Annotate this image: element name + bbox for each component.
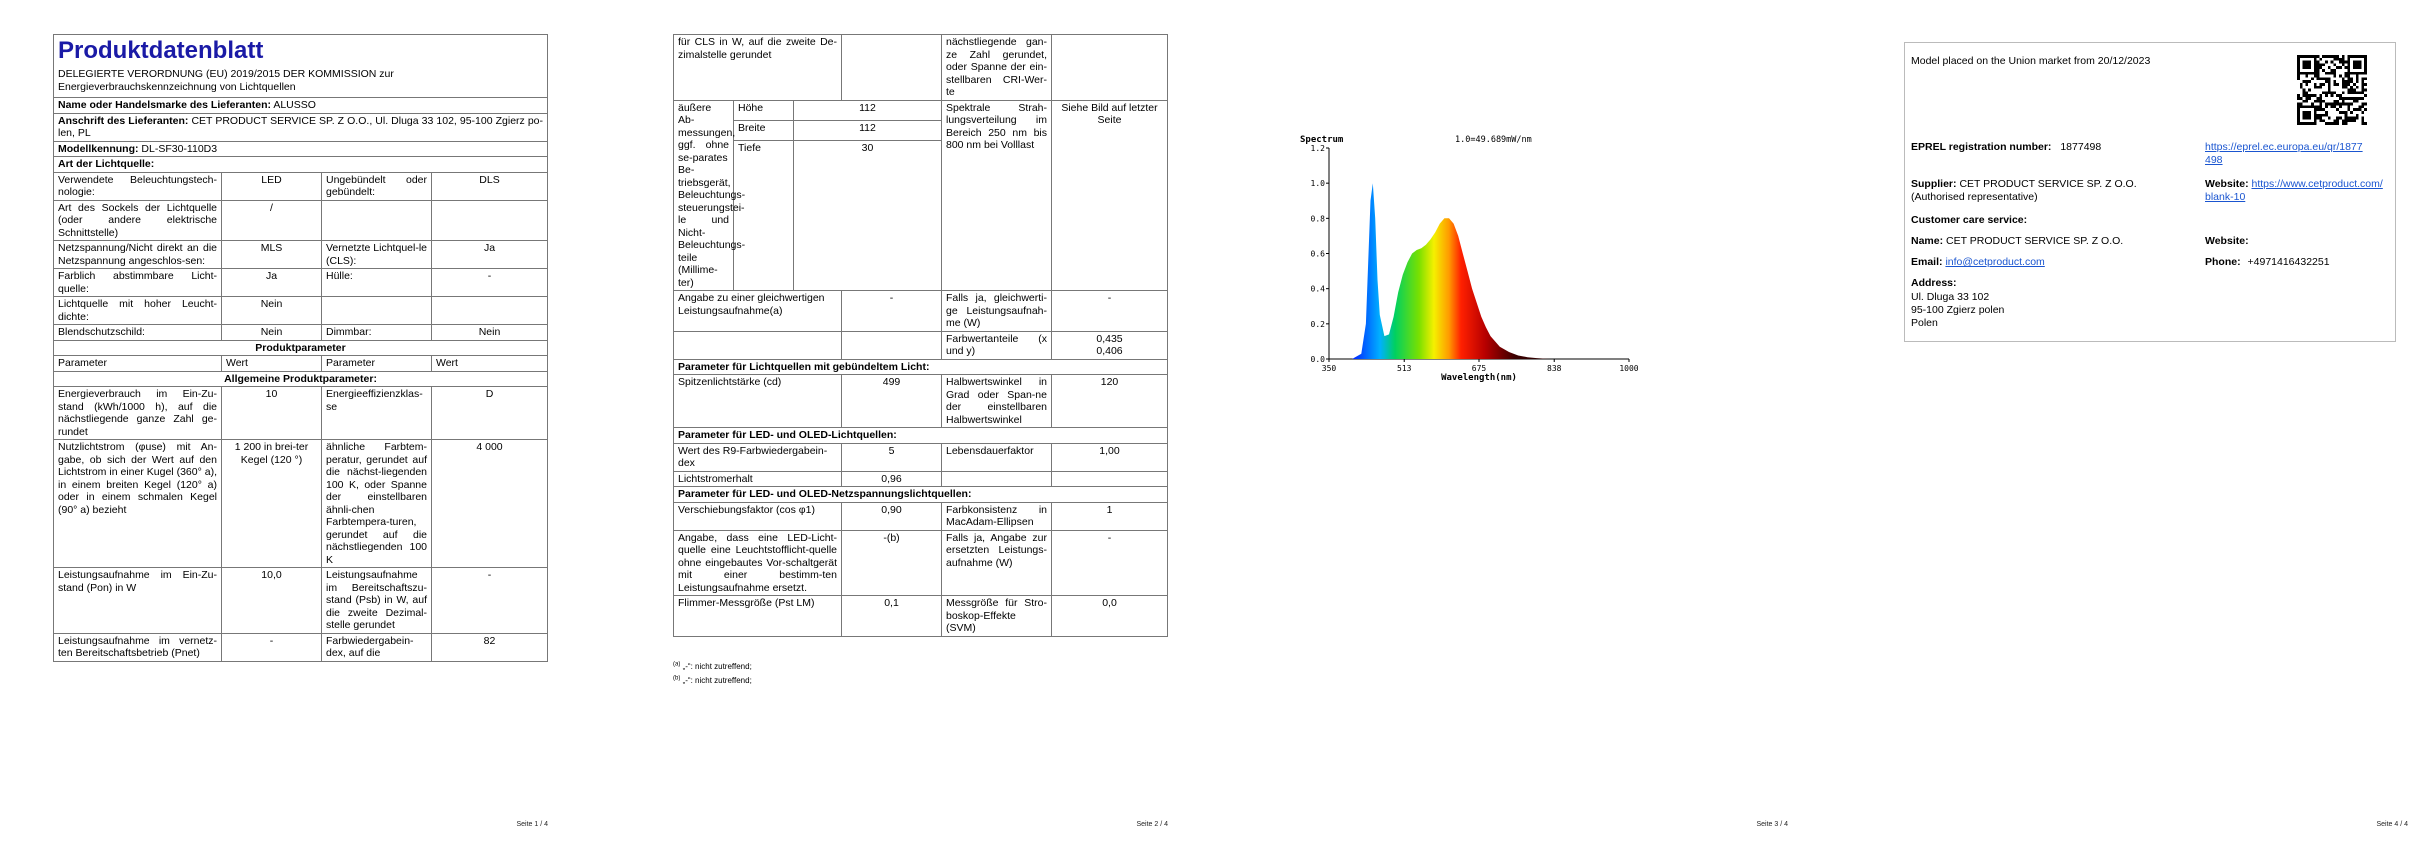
row-value: Nein (222, 297, 322, 325)
row-label: Leistungsaufnahme im Ein-Zu-stand (Pon) in W (54, 568, 222, 634)
directional-heading: Parameter für Lichtquellen mit gebündeltem Licht: (674, 359, 1168, 375)
row-value: - (1052, 530, 1168, 596)
x-tick-label: 1000 (1619, 364, 1639, 373)
page-number: Seite 3 / 4 (1756, 821, 1788, 828)
table-row (54, 269, 548, 297)
row-label: Vernetzte Lichtquel-le (CLS): (322, 241, 432, 269)
y-tick-label: 0.2 (1310, 319, 1325, 329)
row-value: 10 (222, 387, 322, 440)
row-label: Angabe, dass eine LED-Licht-quelle eine Leuchtstofflicht-quelle ohne eingebautes Vor-schaltgerät mit einer bestimm-ten Leistungsaufnahme ersetzt. (674, 530, 842, 596)
col-header-parameter: Parameter (54, 356, 222, 372)
equivalent-power-label: Angabe zu einer gleichwertigen Leistungsaufnahme(a) (674, 291, 842, 332)
row-value: DLS (432, 172, 548, 200)
footnotes (673, 660, 752, 688)
table-row (54, 297, 548, 325)
phone-value: +4971416432251 (2247, 256, 2330, 268)
row-label: Wert des R9-Farbwiedergabein-dex (674, 443, 842, 471)
row-label: Netzspannung/Nicht direkt an die Netzspannung angeschlos-sen: (54, 241, 222, 269)
chart-scale-annotation: 1.0=49.689mW/nm (1455, 135, 1532, 145)
row-label: Farblich abstimmbare Licht-quelle: (54, 269, 222, 297)
y-tick-label: 0.0 (1310, 355, 1325, 364)
table-row (674, 331, 1168, 359)
row-value: 499 (842, 375, 942, 428)
row-label: Lichtstromerhalt (674, 471, 842, 487)
row-label: Energieeffizienzklas-se (322, 387, 432, 440)
row-value: Siehe Bild auf letzter Seite (1052, 100, 1168, 291)
row-value: 0,0 (1052, 596, 1168, 637)
email-label: Email: (1911, 256, 1943, 268)
row-label: Leistungsaufnahme im Bereitschaftszu-stand (Psb) in W, auf die zweite Dezimal-stelle gerundet (322, 568, 432, 634)
dimensions-label: äußere Ab-messungen, ggf. ohne se-parates Be-triebsgerät, Beleuchtungs-steuerungstei-le und Nicht-Beleuchtungs-teile (Millime-ter) (674, 100, 734, 291)
address-line: 95-100 Zgierz polen (1911, 304, 2005, 316)
row-label: Hülle: (322, 269, 432, 297)
table-row (674, 596, 1168, 637)
care-name-value: CET PRODUCT SERVICE SP. Z O.O. (1946, 235, 2124, 247)
model-label: Modellkennung: (58, 142, 139, 155)
row-value: - (432, 568, 548, 634)
row-value: Nein (222, 325, 322, 341)
x-axis-label: Wavelength(nm) (1441, 373, 1517, 383)
row-label: Art des Sockels der Lichtquelle (oder andere elektrische Schnittstelle) (54, 200, 222, 241)
supplier-name-label: Name oder Handelsmarke des Lieferanten: (58, 99, 271, 111)
row-label: Verschiebungsfaktor (cos φ1) (674, 502, 842, 530)
care-website-label: Website: (2205, 235, 2249, 247)
row-label: Leistungsaufnahme im vernetz-ten Bereitschaftsbetrieb (Pnet) (54, 633, 222, 661)
row-value: 120 (1052, 375, 1168, 428)
document-title: Produktdatenblatt (58, 37, 264, 64)
dimension-depth-label: Tiefe (734, 141, 794, 291)
customer-care-heading: Customer care service: (1911, 214, 2028, 226)
table-row (674, 530, 1168, 596)
row-label: Dimmbar: (322, 325, 432, 341)
page-1 (0, 0, 600, 842)
table-row (674, 443, 1168, 471)
col-header-value: Wert (222, 356, 322, 372)
regulation-text: DELEGIERTE VERORDNUNG (EU) 2019/2015 DER KOMMISSION zur Energieverbrauchskennzeichnung von Lichtquellen (58, 68, 394, 93)
spectrum-chart (1290, 130, 1650, 390)
table-row (674, 502, 1168, 530)
general-parameters-heading: Allgemeine Produktparameter: (54, 371, 548, 387)
page-number: Seite 4 / 4 (2376, 821, 2408, 828)
row-value: -(b) (842, 530, 942, 596)
table-row (674, 35, 1168, 101)
y-tick-label: 0.8 (1310, 214, 1325, 224)
row-label: für CLS in W, auf die zweite De-zimalstelle gerundet (674, 35, 842, 101)
row-label: Lichtquelle mit hoher Leucht-dichte: (54, 297, 222, 325)
row-value: - (222, 633, 322, 661)
supplier-address: CET PRODUCT SERVICE SP. Z O.O., Ul. Dluga 33 102, 95-100 Zgierz po-len, PL (58, 114, 544, 139)
page-3 (1240, 0, 1840, 842)
row-label: Farbwiedergabein-dex, auf die (322, 633, 432, 661)
website-link[interactable]: https://www.cetproduct.com/blank-10 (2205, 178, 2383, 203)
led-heading: Parameter für LED- und OLED-Lichtquellen: (674, 428, 1168, 444)
row-value: Nein (432, 325, 548, 341)
product-data-table-part-2 (673, 34, 1168, 637)
row-label: Spektrale Strah-lungsverteilung im Bereich 250 nm bis 800 nm bei Volllast (942, 100, 1052, 291)
x-tick-label: 513 (1397, 364, 1412, 373)
dimension-height-value: 112 (794, 100, 942, 120)
row-value: LED (222, 172, 322, 200)
dimension-depth-value: 30 (794, 141, 942, 291)
row-label: Verwendete Beleuchtungstech-nologie: (54, 172, 222, 200)
col-header-value: Wert (432, 356, 548, 372)
row-label: Energieverbrauch im Ein-Zu-stand (kWh/1000 h), auf die nächstliegende ganze Zahl ge-rundet (54, 387, 222, 440)
light-source-type-heading: Art der Lichtquelle: (54, 157, 548, 173)
row-value: D (432, 387, 548, 440)
product-parameters-heading: Produktparameter (54, 340, 548, 356)
table-row (54, 200, 548, 241)
row-value: 1,00 (1052, 443, 1168, 471)
row-label: Spitzenlichtstärke (cd) (674, 375, 842, 428)
dimension-width-value: 112 (794, 120, 942, 140)
footnote-b: $^{(b)}$ „-“: nicht zutreffend; (673, 675, 752, 685)
row-label: Nutzlichtstrom (φuse) mit An-gabe, ob sich der Wert auf den Lichtstrom in einer Kugel (360° a), in einem breiten Kegel (120° a) oder in einem schmalen Kegel (90° a) bezieht (54, 440, 222, 568)
row-value: 0,90 (842, 502, 942, 530)
spectrum-area (1329, 183, 1629, 359)
eprel-info-box (1904, 42, 2396, 342)
row-value: 1 (1052, 502, 1168, 530)
table-row (54, 633, 548, 661)
mains-heading: Parameter für LED- und OLED-Netzspannungslichtquellen: (674, 487, 1168, 503)
table-row (54, 241, 548, 269)
row-value: MLS (222, 241, 322, 269)
row-value: 4 000 (432, 440, 548, 568)
model-identifier: DL-SF30-110D3 (141, 142, 218, 155)
row-label: Farbkonsistenz in MacAdam-Ellipsen (942, 502, 1052, 530)
supplier-address-label: Anschrift des Lieferanten: (58, 114, 189, 127)
row-value: - (1052, 291, 1168, 332)
table-row (54, 325, 548, 341)
y-tick-label: 1.0 (1310, 179, 1325, 189)
row-value: 5 (842, 443, 942, 471)
row-label: Farbwertanteile (x und y) (942, 331, 1052, 359)
footnote-a: $^{(a)}$ „-“: nicht zutreffend; (673, 661, 752, 671)
table-row (54, 440, 548, 568)
row-value: Ja (222, 269, 322, 297)
row-label: Blendschutzschild: (54, 325, 222, 341)
dimension-height-label: Höhe (734, 100, 794, 120)
row-label: Lebensdauerfaktor (942, 443, 1052, 471)
row-label: nächstliegende gan-ze Zahl gerundet, oder Spanne der ein-stellbaren CRI-Wer-te (942, 35, 1052, 101)
x-tick-label: 838 (1547, 364, 1562, 373)
dimension-width-label: Breite (734, 120, 794, 140)
eprel-number: 1877498 (2060, 141, 2102, 153)
x-tick-label: 675 (1471, 364, 1487, 373)
col-header-parameter: Parameter (322, 356, 432, 372)
row-value: Ja (432, 241, 548, 269)
email-link[interactable]: info@cetproduct.com (1945, 256, 2045, 268)
table-row (54, 568, 548, 634)
row-label: Ungebündelt oder gebündelt: (322, 172, 432, 200)
y-tick-label: 0.6 (1310, 249, 1325, 259)
row-value: 10,0 (222, 568, 322, 634)
market-placement-text: Model placed on the Union market from 20/12/2023 (1911, 55, 2151, 67)
row-value: - (842, 291, 942, 332)
product-data-table-part-1 (53, 34, 548, 662)
page-4 (1860, 0, 2423, 842)
row-value: 0,1 (842, 596, 942, 637)
supplier-name: ALUSSO (273, 99, 316, 111)
table-row (674, 291, 1168, 332)
row-value: 1 200 in brei-ter Kegel (120 °) (222, 440, 322, 568)
page-number: Seite 1 / 4 (516, 821, 548, 828)
address-block (1911, 291, 2004, 330)
row-label: Falls ja, Angabe zur ersetzten Leistungs-aufnahme (W) (942, 530, 1052, 596)
row-label: ähnliche Farbtem-peratur, gerundet auf die nächst-liegenden 100 K, oder Spanne der einstellbaren ähnli-chen Farbtempera-turen, gerundet auf die nächstliegenden 100 K (322, 440, 432, 568)
supplier-label: Supplier: (1911, 178, 1957, 190)
table-row (674, 100, 1168, 120)
table-header-row (54, 356, 548, 372)
care-name-label: Name: (1911, 235, 1944, 247)
table-row (674, 375, 1168, 428)
supplier-value: CET PRODUCT SERVICE SP. Z O.O. (Authorised representative) (1911, 178, 2137, 203)
table-row (54, 172, 548, 200)
row-label: Halbwertswinkel in Grad oder Span-ne der einstellbaren Halbwertswinkel (942, 375, 1052, 428)
row-label: Flimmer-Messgröße (Pst LM) (674, 596, 842, 637)
website-label: Website: (2205, 178, 2249, 190)
row-value: 0,96 (842, 471, 942, 487)
row-label: Messgröße für Stro-boskop-Effekte (SVM) (942, 596, 1052, 637)
table-row (54, 387, 548, 440)
address-line: Polen (1911, 317, 1938, 329)
table-row (674, 471, 1168, 487)
eprel-link[interactable]: https://eprel.ec.europa.eu/qr/1877498 (2205, 141, 2363, 166)
row-value: / (222, 200, 322, 241)
row-value: 0,435 0,406 (1052, 331, 1168, 359)
page-2 (620, 0, 1220, 842)
row-label: Falls ja, gleichwerti-ge Leistungsaufnah-me (W) (942, 291, 1052, 332)
eprel-label: EPREL registration number: (1911, 141, 2052, 153)
y-tick-label: 1.2 (1310, 144, 1325, 153)
qr-code (2297, 55, 2367, 125)
y-tick-label: 0.4 (1310, 284, 1325, 294)
row-value: 82 (432, 633, 548, 661)
x-tick-label: 350 (1321, 364, 1337, 373)
address-line: Ul. Dluga 33 102 (1911, 291, 1990, 303)
page-number: Seite 2 / 4 (1136, 821, 1168, 828)
row-value: - (432, 269, 548, 297)
address-heading: Address: (1911, 277, 1957, 289)
phone-label: Phone: (2205, 256, 2241, 268)
chart-title: Spectrum (1300, 135, 1344, 145)
